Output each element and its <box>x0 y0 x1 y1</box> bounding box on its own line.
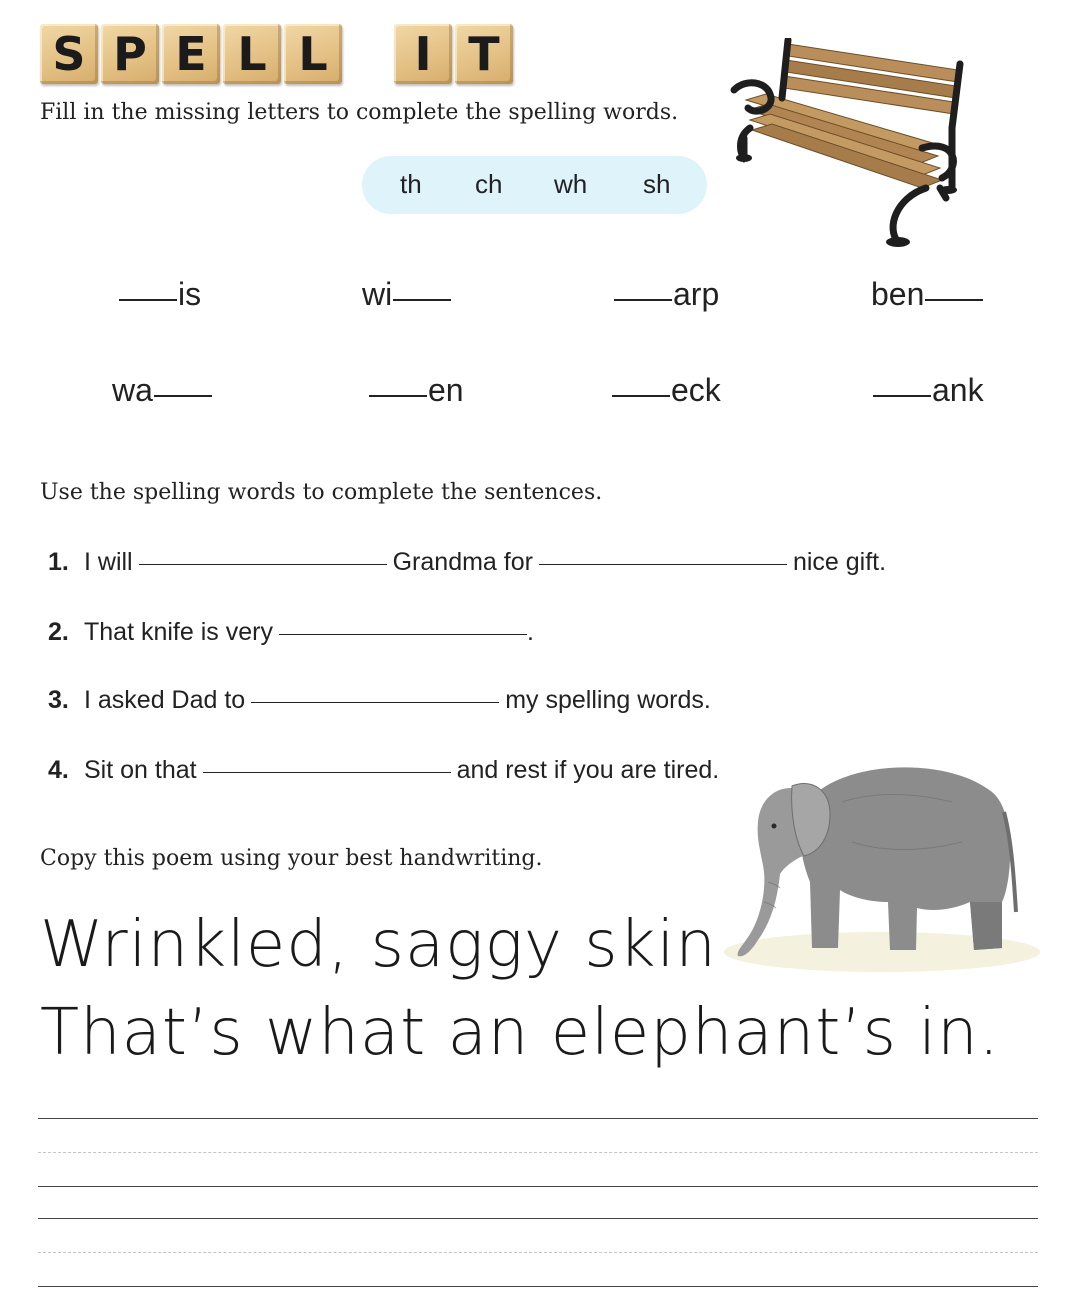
title-tile-l2: L <box>284 24 342 84</box>
sentence-4: 4. Sit on that and rest if you are tired. <box>48 756 720 784</box>
sentence-blank[interactable] <box>539 563 787 565</box>
poem-line-2: That’s what an elephant’s in. <box>40 996 1000 1070</box>
word-blank-wi[interactable]: wi <box>362 276 452 313</box>
sentence-2: 2. That knife is very . <box>48 618 534 646</box>
copy-instructions: Copy this poem using your best handwriting. <box>40 846 543 871</box>
fill-instructions: Fill in the missing letters to complete the spelling words. <box>40 100 679 125</box>
title-tile-e: E <box>162 24 220 84</box>
letter-blank[interactable] <box>393 298 451 301</box>
sentence-1: 1. I will Grandma for nice gift. <box>48 548 887 576</box>
letter-blank[interactable] <box>614 298 672 301</box>
park-bench-image <box>726 38 966 250</box>
digraph-ch: ch <box>475 169 503 199</box>
poem-line-1: Wrinkled, saggy skin <box>40 908 717 982</box>
title-tile-l1: L <box>223 24 281 84</box>
title-tile-i: I <box>394 24 452 84</box>
word-blank-arp[interactable]: arp <box>613 276 719 313</box>
letter-blank[interactable] <box>873 394 931 397</box>
letter-blank[interactable] <box>154 394 212 397</box>
handwriting-top-line[interactable] <box>38 1218 1038 1219</box>
word-blank-ank[interactable]: ank <box>872 372 984 409</box>
sentence-instructions: Use the spelling words to complete the sentences. <box>40 480 603 505</box>
digraph-wh: wh <box>554 169 588 199</box>
word-blank-is[interactable]: is <box>118 276 201 313</box>
digraph-th: th <box>400 169 422 199</box>
word-blank-en[interactable]: en <box>368 372 464 409</box>
handwriting-midline[interactable] <box>38 1252 1038 1253</box>
title-tile-p: P <box>101 24 159 84</box>
word-blank-ben[interactable]: ben <box>871 276 984 313</box>
handwriting-top-line[interactable] <box>38 1118 1038 1119</box>
title-tile-t: T <box>455 24 513 84</box>
letter-blank[interactable] <box>369 394 427 397</box>
letter-blank[interactable] <box>925 298 983 301</box>
elephant-image <box>712 752 1040 974</box>
sentence-blank[interactable] <box>139 563 387 565</box>
handwriting-baseline[interactable] <box>38 1286 1038 1287</box>
handwriting-baseline[interactable] <box>38 1186 1038 1187</box>
sentence-3: 3. I asked Dad to my spelling words. <box>48 686 711 714</box>
sentence-blank[interactable] <box>203 771 451 773</box>
handwriting-midline[interactable] <box>38 1152 1038 1153</box>
word-blank-wa[interactable]: wa <box>112 372 213 409</box>
letter-blank[interactable] <box>119 298 177 301</box>
sentence-blank[interactable] <box>251 701 499 703</box>
title-tile-s: S <box>40 24 98 84</box>
digraph-sh: sh <box>643 169 671 199</box>
sentence-blank[interactable] <box>279 633 527 635</box>
digraph-bank <box>362 156 707 214</box>
word-blank-eck[interactable]: eck <box>611 372 721 409</box>
letter-blank[interactable] <box>612 394 670 397</box>
